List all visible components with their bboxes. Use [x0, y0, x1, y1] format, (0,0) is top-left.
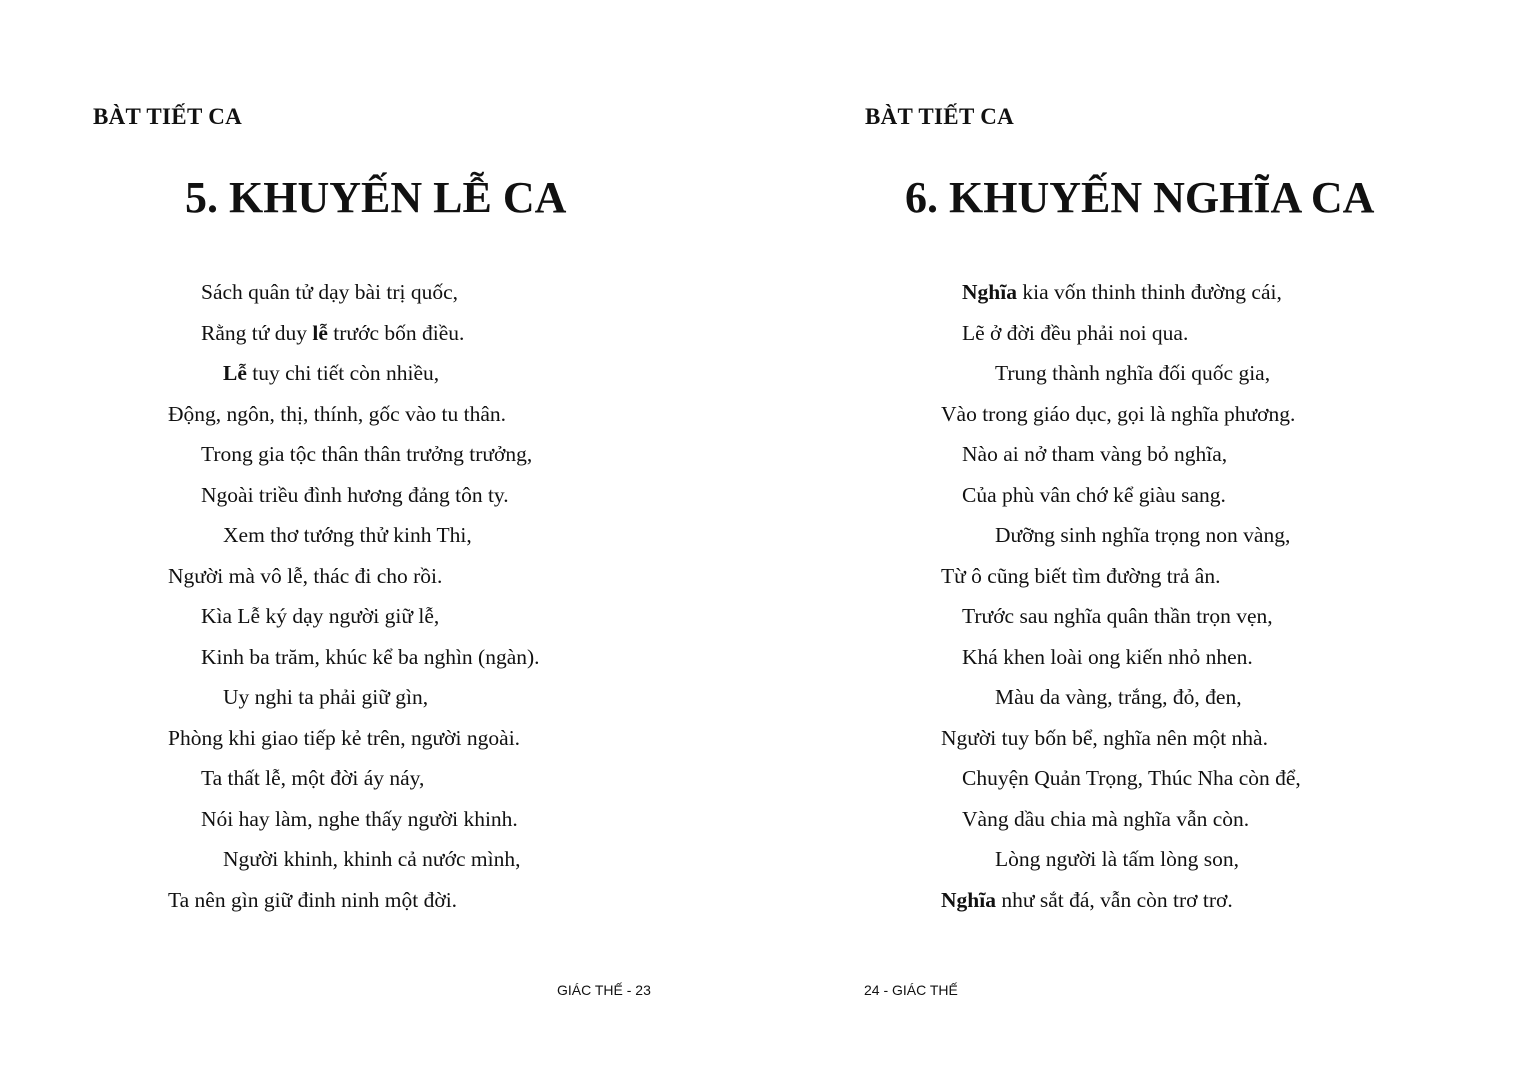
verse-text: Nói hay làm, nghe thấy người khinh.: [201, 806, 518, 831]
verse-line: [168, 357, 540, 398]
verse-line: [941, 438, 1301, 479]
verse-line: [941, 762, 1301, 803]
verse-text: Động, ngôn, thị, thính, gốc vào tu thân.: [168, 401, 506, 426]
verse-line: [941, 317, 1301, 358]
poem-verses: [941, 276, 1301, 924]
verse-line: [941, 398, 1301, 439]
verse-line: [168, 843, 540, 884]
verse-text: Lẽ ở đời đều phải noi qua.: [962, 320, 1189, 345]
verse-text: Người tuy bốn bể, nghĩa nên một nhà.: [941, 725, 1268, 750]
verse-text: Người mà vô lễ, thác đi cho rồi.: [168, 563, 443, 588]
verse-text: Ta thất lễ, một đời áy náy,: [201, 766, 425, 790]
verse-line: [168, 479, 540, 520]
verse-text: Của phù vân chớ kể giàu sang.: [962, 482, 1226, 507]
verse-text: Kinh ba trăm, khúc kể ba nghìn (ngàn).: [201, 644, 540, 669]
verse-text: Vào trong giáo dục, gọi là nghĩa phương.: [941, 401, 1296, 426]
verse-text: Trung thành nghĩa đối quốc gia,: [995, 361, 1271, 385]
verse-line: [168, 317, 540, 358]
verse-line: [168, 398, 540, 439]
verse-text: Người khinh, khinh cả nước mình,: [223, 847, 521, 871]
verse-line: [941, 803, 1301, 844]
verse-line: [941, 884, 1301, 925]
verse-text: Khá khen loài ong kiến nhỏ nhen.: [962, 644, 1253, 669]
verse-text: Phòng khi giao tiếp kẻ trên, người ngoài.: [168, 725, 521, 750]
poem-title: 5. KHUYẾN LỄ CA: [185, 173, 567, 222]
running-head: BÀT TIẾT CA: [865, 104, 1015, 129]
page-footer: 24 - GIÁC THẾ: [864, 982, 958, 998]
verse-line: [941, 276, 1301, 317]
verse-line: [941, 519, 1301, 560]
right-page: [760, 0, 1520, 1076]
verse-text: Ta nên gìn giữ đinh ninh một đời.: [168, 887, 458, 912]
verse-text: Vàng dầu chia mà nghĩa vẫn còn.: [962, 806, 1250, 831]
verse-text: Từ ô cũng biết tìm đường trả ân.: [941, 563, 1221, 588]
verse-text: Kìa Lễ ký dạy người giữ lễ,: [201, 604, 440, 628]
verse-line: [168, 560, 540, 601]
verse-bold-word: Nghĩa: [962, 280, 1017, 304]
verse-line: [941, 357, 1301, 398]
verse-text: Trong gia tộc thân thân trưởng trưởng,: [201, 442, 533, 466]
verse-line: [168, 641, 540, 682]
verse-text: Nào ai nở tham vàng bỏ nghĩa,: [962, 442, 1228, 466]
page-footer: GIÁC THẾ - 23: [557, 982, 651, 998]
verse-bold-word: lễ: [312, 320, 328, 345]
verse-line: [941, 641, 1301, 682]
verse-text: Chuyện Quản Trọng, Thúc Nha còn để,: [962, 766, 1301, 790]
verse-line: [941, 681, 1301, 722]
verse-text: Lòng người là tấm lòng son,: [995, 847, 1239, 871]
verse-line: [168, 438, 540, 479]
verse-line: [941, 479, 1301, 520]
verse-bold-word: Lễ: [223, 361, 247, 385]
verse-text: kia vốn thinh thinh đường cái,: [1016, 280, 1282, 304]
verse-line: [941, 600, 1301, 641]
verse-line: [168, 803, 540, 844]
verse-text: tuy chi tiết còn nhiều,: [246, 361, 440, 385]
verse-line: [941, 560, 1301, 601]
verse-text: Rằng tứ duy: [201, 320, 313, 345]
verse-text: Uy nghi ta phải giữ gìn,: [223, 685, 429, 709]
verse-line: [168, 762, 540, 803]
verse-line: [941, 722, 1301, 763]
poem-verses: [168, 276, 540, 924]
verse-text: Ngoài triều đình hương đảng tôn ty.: [201, 482, 509, 507]
verse-line: [168, 884, 540, 925]
verse-text: trước bốn điều.: [327, 320, 465, 345]
verse-text: Dưỡng sinh nghĩa trọng non vàng,: [995, 523, 1291, 547]
running-head: BÀT TIẾT CA: [93, 104, 243, 129]
verse-line: [168, 681, 540, 722]
verse-text: Trước sau nghĩa quân thần trọn vẹn,: [962, 604, 1273, 628]
verse-text: như sắt đá, vẫn còn trơ trơ.: [995, 887, 1233, 912]
verse-text: Sách quân tử dạy bài trị quốc,: [201, 280, 459, 304]
verse-line: [168, 276, 540, 317]
verse-bold-word: Nghĩa: [941, 887, 996, 912]
verse-line: [168, 722, 540, 763]
verse-line: [168, 600, 540, 641]
poem-title: 6. KHUYẾN NGHĨA CA: [905, 173, 1375, 222]
verse-text: Màu da vàng, trắng, đỏ, đen,: [995, 685, 1242, 709]
verse-line: [941, 843, 1301, 884]
verse-line: [168, 519, 540, 560]
verse-text: Xem thơ tướng thử kinh Thi,: [223, 523, 472, 547]
